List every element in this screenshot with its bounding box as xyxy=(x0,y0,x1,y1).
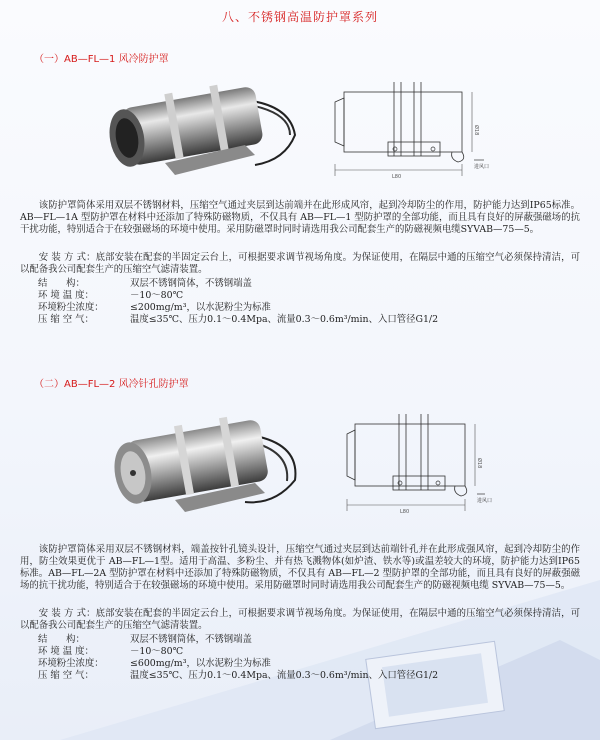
page-title: 八、不锈钢高温防护罩系列 xyxy=(221,10,378,24)
section-1-title: （一）AB—FL—1 风冷防护罩 xyxy=(34,54,169,65)
drawing-1-length-label: L80 xyxy=(392,174,402,180)
spec-row xyxy=(38,302,438,314)
dimension-drawing-fl1 xyxy=(322,80,497,180)
drawing-2-inlet-label: 进风口 xyxy=(477,498,493,504)
drawing-2-length-label: L80 xyxy=(400,509,410,515)
spec-row xyxy=(38,278,438,290)
spec-value: 温度≤35℃、压力0.1～0.4Mpa、流量0.3～0.6m³/min、入口管径G1/2 xyxy=(130,670,439,681)
spec-row xyxy=(38,290,438,302)
section-2-specs xyxy=(38,634,438,682)
drawing-1-height-label: Ø18 xyxy=(473,125,479,136)
spec-value: 温度≤35℃、压力0.1～0.4Mpa、流量0.3～0.6m³/min、入口管径G1/2 xyxy=(130,314,439,325)
spec-value: ≤200mg/m³，以水泥粉尘为标准 xyxy=(130,302,271,313)
section-2-title: （二）AB—FL—2 风冷针孔防护罩 xyxy=(34,379,189,390)
spec-label: 压 缩 空 气： xyxy=(38,314,94,325)
drawing-1-inlet-label: 进风口 xyxy=(474,164,490,170)
product-photo-fl2 xyxy=(100,405,315,520)
section-1-installation: 安 装 方 式：底部安装在配套的半固定云台上，可根据要求调节视场角度。为保证使用，在隔层中通的压缩空气必须保持清洁，可以配备我公司配套生产的压缩空气滤清装置。 xyxy=(20,252,580,275)
spec-value: －10～80℃ xyxy=(130,290,184,301)
section-1-specs xyxy=(38,278,438,326)
spec-label: 环境粉尘浓度： xyxy=(38,302,104,313)
spec-label: 压 缩 空 气： xyxy=(38,670,94,681)
section-2-installation: 安 装 方 式：底部安装在配套的半固定云台上，可根据要求调节视场角度。为保证使用，在隔层中通的压缩空气必须保持清洁，可以配备我公司配套生产的压缩空气滤清装置。 xyxy=(20,608,580,631)
spec-row xyxy=(38,658,438,670)
product-photo-fl1 xyxy=(95,75,310,185)
spec-label: 结 构： xyxy=(38,634,85,645)
spec-value: ≤600mg/m³，以水泥粉尘为标准 xyxy=(130,658,271,669)
section-1-description: 该防护罩筒体采用双层不锈钢材料，压缩空气通过夹层到达前端并在此形成风帘，起到冷却防尘的作用，防护能力达到IP65标准。AB—FL—1A 型防护罩在材料中还添加了特殊防磁物质，不仅具有 AB—FL—1 型防护罩的全部功能，而且具有良好的屏蔽强磁场的抗干扰功能，特别适合于在较强磁场的环境中使用。采用防磁罩时同时请选用我公司配套生产的防磁视频电缆SYVAB—75—5。 xyxy=(20,200,580,235)
spec-value: －10～80℃ xyxy=(130,646,184,657)
spec-label: 环 境 温 度： xyxy=(38,646,94,657)
section-2-description: 该防护罩筒体采用双层不锈钢材料，端盖按针孔镜头设计，压缩空气通过夹层到达前端针孔并在此形成强风帘，起到冷却防尘的作用，防尘效果更优于 AB—FL—1型。适用于高温、多粉尘、并有热飞溅物体(如炉渣、铁水等)或温差较大的环境，防护能力达到IP65标准。AB—FL—2A 型防护罩在材料中还添加了特殊防磁物质，不仅具有 AB—FL—2 型防护罩的全部功能，而且具有良好的屏蔽强磁场的抗干扰功能，特别适合于在较强磁场的环境中使用。采用防磁罩时同时请选用我公司配套生产的防磁视频电缆 SYVAB—75—5。 xyxy=(20,544,580,591)
spec-row xyxy=(38,646,438,658)
spec-value: 双层不锈钢筒体，不锈钢端盖 xyxy=(130,278,252,289)
dimension-drawing-fl2 xyxy=(335,410,500,515)
spec-label: 环境粉尘浓度： xyxy=(38,658,104,669)
spec-row xyxy=(38,634,438,646)
spec-value: 双层不锈钢筒体，不锈钢端盖 xyxy=(130,634,252,645)
spec-row xyxy=(38,314,438,326)
spec-label: 环 境 温 度： xyxy=(38,290,94,301)
spec-label: 结 构： xyxy=(38,278,85,289)
drawing-2-height-label: Ø18 xyxy=(476,458,482,469)
spec-row xyxy=(38,670,438,682)
